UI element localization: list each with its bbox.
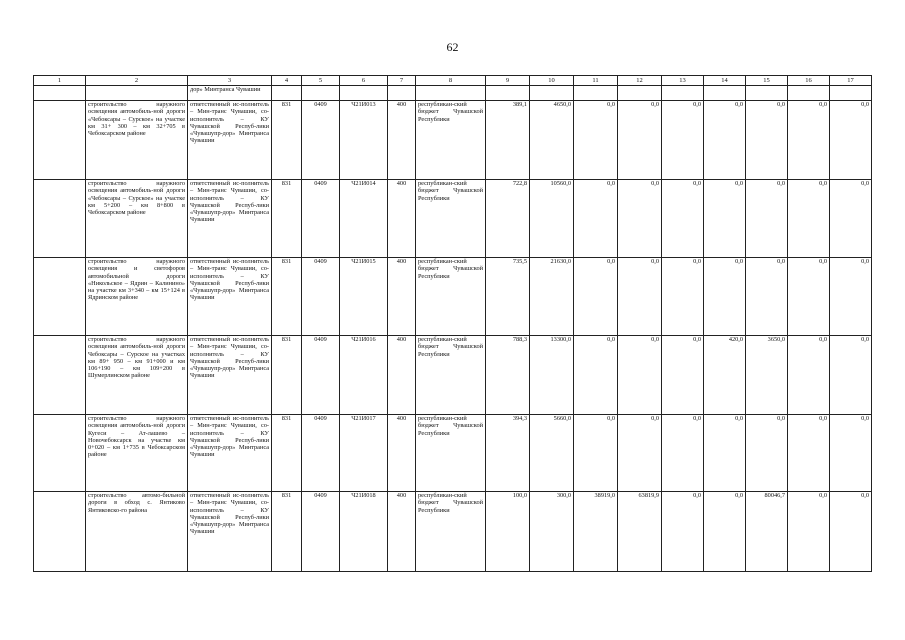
column-header-5: 5 [302, 76, 340, 86]
cell-c10: 10560,0 [530, 180, 574, 258]
cell-c5: 0409 [302, 336, 340, 415]
cell-c2 [86, 86, 188, 101]
cell-c10: 4650,0 [530, 101, 574, 180]
cell-c2: строительство наружного освещения автомобиль-ной дороги «Чебоксары – Сурское» на участке км 5+200 – км 8+800 в Чебоксарском районе [86, 180, 188, 258]
cell-c3: ответственный ис-полнитель – Мин-транс Чувашии, со-исполнитель – КУ Чувашской Респуб-лики «Чувашупр-дор» Минтранса Чувашии [188, 101, 272, 180]
column-header-9: 9 [486, 76, 530, 86]
column-header-3: 3 [188, 76, 272, 86]
cell-c2: строительство автомо-бильной дороги в обход с. Янтиково Янтиковско-го района [86, 492, 188, 572]
cell-c9: 100,0 [486, 492, 530, 572]
table-row [34, 180, 872, 258]
cell-c1 [34, 492, 86, 572]
cell-c9: 722,8 [486, 180, 530, 258]
cell-c10: 300,0 [530, 492, 574, 572]
cell-c6: Ч21И013 [340, 101, 388, 180]
column-header-7: 7 [388, 76, 416, 86]
cell-c12: 0,0 [618, 258, 662, 336]
cell-c11: 0,0 [574, 336, 618, 415]
column-header-14: 14 [704, 76, 746, 86]
cell-c8: республикан-ский бюджет Чувашской Республики [416, 336, 486, 415]
column-header-8: 8 [416, 76, 486, 86]
cell-c14: 0,0 [704, 180, 746, 258]
cell-c15: 0,0 [746, 258, 788, 336]
cell-c7: 400 [388, 180, 416, 258]
cell-c7: 400 [388, 101, 416, 180]
cell-c16: 0,0 [788, 101, 830, 180]
cell-c13: 0,0 [662, 180, 704, 258]
cell-c7: 400 [388, 336, 416, 415]
cell-c6: Ч21И014 [340, 180, 388, 258]
cell-c3: ответственный ис-полнитель – Мин-транс Чувашии, со-исполнитель – КУ Чувашской Респуб-лики «Чувашупр-дор» Минтранса Чувашии [188, 415, 272, 492]
cell-c17: 0,0 [830, 101, 872, 180]
cell-c13: 0,0 [662, 336, 704, 415]
cell-c4: 831 [272, 492, 302, 572]
table-row [34, 336, 872, 415]
cell-c6: Ч21И016 [340, 336, 388, 415]
cell-c16: 0,0 [788, 336, 830, 415]
cell-c14: 0,0 [704, 101, 746, 180]
cell-c4: 831 [272, 415, 302, 492]
cell-c16: 0,0 [788, 258, 830, 336]
cell-c8: республикан-ский бюджет Чувашской Республики [416, 415, 486, 492]
cell-c4: 831 [272, 336, 302, 415]
cell-c7: 400 [388, 415, 416, 492]
cell-c2: строительство наружного освещения и светофоров автомобильной дороги «Никольское – Ядрин – Калинино» на участке км 3+340 – км 15+124 в Ядринском районе [86, 258, 188, 336]
column-header-13: 13 [662, 76, 704, 86]
cell-c17: 0,0 [830, 180, 872, 258]
column-header-6: 6 [340, 76, 388, 86]
header-row [34, 76, 872, 86]
cell-c15: 80046,7 [746, 492, 788, 572]
cell-c9: 788,3 [486, 336, 530, 415]
cell-c16: 0,0 [788, 180, 830, 258]
cell-c1 [34, 86, 86, 101]
cell-c3: ответственный ис-полнитель – Мин-транс Чувашии, со-исполнитель – КУ Чувашской Респуб-лики «Чувашупр-дор» Минтранса Чувашии [188, 492, 272, 572]
table-row [34, 492, 872, 572]
cell-c15: 0,0 [746, 180, 788, 258]
column-header-17: 17 [830, 76, 872, 86]
cell-c3: ответственный ис-полнитель – Мин-транс Чувашии, со-исполнитель – КУ Чувашской Респуб-лики «Чувашупр-дор» Минтранса Чувашии [188, 258, 272, 336]
cell-c5: 0409 [302, 258, 340, 336]
cell-c14: 0,0 [704, 492, 746, 572]
cell-c4: 831 [272, 101, 302, 180]
cell-c16: 0,0 [788, 415, 830, 492]
cell-c16: 0,0 [788, 492, 830, 572]
cell-c10: 13300,0 [530, 336, 574, 415]
cell-c12: 63819,9 [618, 492, 662, 572]
table-row [34, 415, 872, 492]
cell-c9: 394,3 [486, 415, 530, 492]
cell-c8: республикан-ский бюджет Чувашской Республики [416, 492, 486, 572]
cell-c14: 0,0 [704, 415, 746, 492]
cell-c11: 0,0 [574, 415, 618, 492]
cell-c6: Ч21И017 [340, 415, 388, 492]
cell-c11: 0,0 [574, 180, 618, 258]
cell-c11: 0,0 [574, 258, 618, 336]
cell-c12: 0,0 [618, 180, 662, 258]
cell-c1 [34, 180, 86, 258]
column-header-11: 11 [574, 76, 618, 86]
cell-c12: 0,0 [618, 415, 662, 492]
cell-c11: 38919,0 [574, 492, 618, 572]
cell-c17: 0,0 [830, 415, 872, 492]
cell-c2: строительство наружного освещения автомобиль-ной дороги Кугеси – Ат-лашево – Новочебоксарск на участке км 0+020 – км 1+735 в Чебоксарском районе [86, 415, 188, 492]
cell-c3: ответственный ис-полнитель – Мин-транс Чувашии, со-исполнитель – КУ Чувашской Респуб-лики «Чувашупр-дор» Минтранса Чувашии [188, 180, 272, 258]
cell-c4: 831 [272, 180, 302, 258]
cell-c12: 0,0 [618, 336, 662, 415]
column-header-2: 2 [86, 76, 188, 86]
cell-c9: 389,1 [486, 101, 530, 180]
cell-c9: 735,5 [486, 258, 530, 336]
cell-c8: республикан-ский бюджет Чувашской Республики [416, 258, 486, 336]
column-header-4: 4 [272, 76, 302, 86]
cell-c5: 0409 [302, 180, 340, 258]
cell-c5: 0409 [302, 415, 340, 492]
cell-c17: 0,0 [830, 336, 872, 415]
cell-c1 [34, 336, 86, 415]
cell-c7: 400 [388, 258, 416, 336]
cell-c5: 0409 [302, 101, 340, 180]
cell-c10: 21630,0 [530, 258, 574, 336]
cell-c2: строительство наружного освещения автомобиль-ной дороги Чебоксары – Сурское на участках км 89+ 950 – км 91+000 и км 106+190 – км 109+200 в Шумерлинском районе [86, 336, 188, 415]
column-header-16: 16 [788, 76, 830, 86]
cell-c14: 420,0 [704, 336, 746, 415]
cell-c11: 0,0 [574, 101, 618, 180]
cell-c13: 0,0 [662, 415, 704, 492]
cell-c6: Ч21И018 [340, 492, 388, 572]
cell-c3: дор» Минтранса Чувашии [188, 86, 272, 101]
cell-c13: 0,0 [662, 258, 704, 336]
cell-c6: Ч21И015 [340, 258, 388, 336]
page-number: 62 [446, 40, 459, 54]
cell-c15: 0,0 [746, 415, 788, 492]
budget-table [33, 75, 872, 572]
cell-c4: 831 [272, 258, 302, 336]
cell-c13: 0,0 [662, 492, 704, 572]
cell-c1 [34, 258, 86, 336]
cell-c15: 0,0 [746, 101, 788, 180]
cell-c2: строительство наружного освещения автомобиль-ной дороги «Чебоксары – Сурское» на участке км 31+ 300 – км 32+705 в Чебоксарском районе [86, 101, 188, 180]
cell-c13: 0,0 [662, 101, 704, 180]
column-header-10: 10 [530, 76, 574, 86]
cell-c14: 0,0 [704, 258, 746, 336]
cell-c17: 0,0 [830, 258, 872, 336]
cell-c8: республикан-ский бюджет Чувашской Республики [416, 101, 486, 180]
cell-c15: 3650,0 [746, 336, 788, 415]
column-header-12: 12 [618, 76, 662, 86]
cell-c5: 0409 [302, 492, 340, 572]
cell-c3: ответственный ис-полнитель – Мин-транс Чувашии, со-исполнитель – КУ Чувашской Респуб-лики «Чувашупр-дор» Минтранса Чувашии [188, 336, 272, 415]
column-header-15: 15 [746, 76, 788, 86]
continuation-row [34, 86, 872, 101]
cell-c1 [34, 415, 86, 492]
table-row [34, 258, 872, 336]
cell-c1 [34, 101, 86, 180]
cell-c8: республикан-ский бюджет Чувашской Республики [416, 180, 486, 258]
cell-c10: 5660,0 [530, 415, 574, 492]
column-header-1: 1 [34, 76, 86, 86]
cell-c17: 0,0 [830, 492, 872, 572]
table-row [34, 101, 872, 180]
cell-c7: 400 [388, 492, 416, 572]
cell-c12: 0,0 [618, 101, 662, 180]
